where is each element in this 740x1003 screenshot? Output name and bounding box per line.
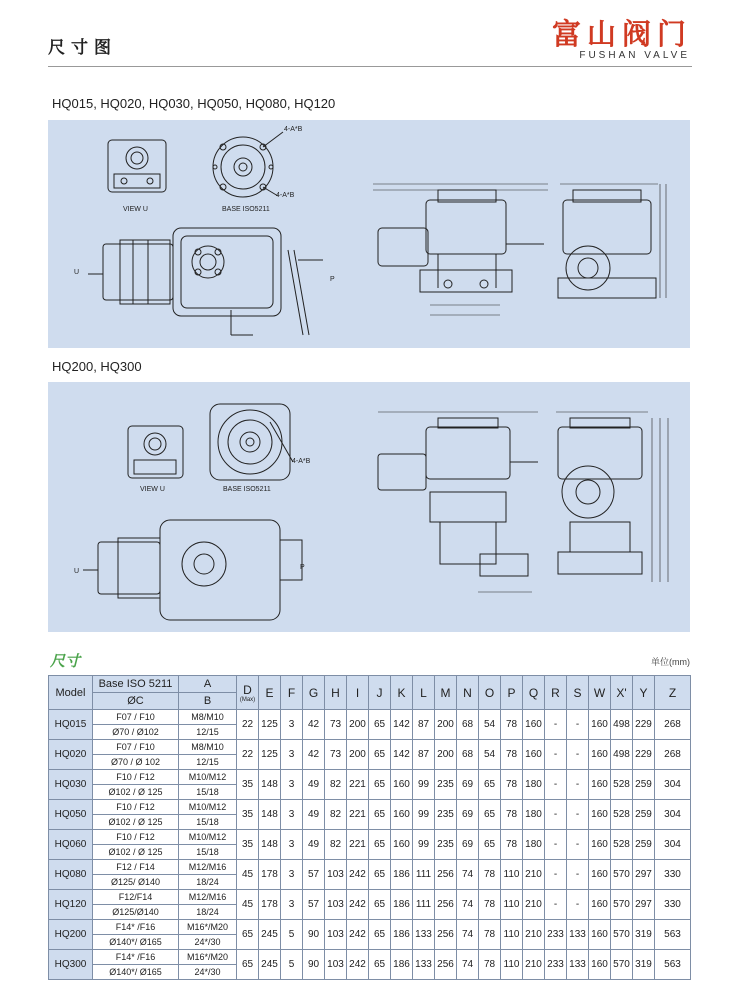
value-cell-p: 78 — [501, 740, 523, 770]
value-cell-j: 65 — [369, 710, 391, 740]
value-cell-q: 180 — [523, 770, 545, 800]
value-cell-y: 259 — [633, 830, 655, 860]
a-cell: M16*/M20 — [179, 950, 237, 965]
value-cell-y: 259 — [633, 800, 655, 830]
value-cell-i: 242 — [347, 860, 369, 890]
header-b: B — [179, 693, 237, 710]
value-cell-x: 570 — [611, 860, 633, 890]
value-cell-k: 186 — [391, 890, 413, 920]
value-cell-z: 330 — [655, 890, 691, 920]
value-cell-s: - — [567, 770, 589, 800]
value-cell-x: 570 — [611, 950, 633, 980]
holes-label-2: 4-A*B — [292, 458, 311, 465]
b-cell: 12/15 — [179, 725, 237, 740]
value-cell-r: - — [545, 710, 567, 740]
value-cell-e: 245 — [259, 950, 281, 980]
table-row — [49, 800, 691, 815]
value-cell-g: 49 — [303, 770, 325, 800]
value-cell-j: 65 — [369, 890, 391, 920]
value-cell-o: 78 — [479, 860, 501, 890]
value-cell-q: 160 — [523, 710, 545, 740]
value-cell-h: 103 — [325, 860, 347, 890]
unit-label: 单位(mm) — [651, 657, 690, 667]
value-cell-m: 256 — [435, 920, 457, 950]
phi-c-cell: Ø70 / Ø 102 — [93, 755, 179, 770]
value-cell-q: 180 — [523, 800, 545, 830]
value-cell-e: 125 — [259, 710, 281, 740]
value-cell-w: 160 — [589, 860, 611, 890]
value-cell-q: 160 — [523, 740, 545, 770]
value-cell-x: 528 — [611, 830, 633, 860]
value-cell-n: 69 — [457, 800, 479, 830]
base-cell: F14* /F16 — [93, 950, 179, 965]
value-cell-q: 210 — [523, 890, 545, 920]
value-cell-p: 110 — [501, 890, 523, 920]
value-cell-p: 110 — [501, 920, 523, 950]
value-cell-r: - — [545, 890, 567, 920]
value-cell-y: 297 — [633, 890, 655, 920]
value-cell-i: 200 — [347, 710, 369, 740]
value-cell-j: 65 — [369, 950, 391, 980]
d-cell: 45 — [237, 860, 259, 890]
value-cell-z: 330 — [655, 860, 691, 890]
header-j: J — [369, 676, 391, 710]
value-cell-p: 110 — [501, 860, 523, 890]
value-cell-l: 87 — [413, 740, 435, 770]
base-label-2: BASE ISO5211 — [223, 486, 271, 493]
value-cell-s: - — [567, 800, 589, 830]
d-cell: 65 — [237, 920, 259, 950]
value-cell-r: - — [545, 860, 567, 890]
header-model: Model — [49, 676, 93, 710]
brand-logo-en: FUSHAN VALVE — [579, 50, 690, 61]
value-cell-h: 103 — [325, 890, 347, 920]
d-cell: 35 — [237, 770, 259, 800]
model-cell: HQ015 — [49, 710, 93, 740]
base-cell: F12 / F14 — [93, 860, 179, 875]
value-cell-q: 210 — [523, 950, 545, 980]
value-cell-r: 233 — [545, 920, 567, 950]
value-cell-z: 563 — [655, 920, 691, 950]
value-cell-z: 268 — [655, 710, 691, 740]
value-cell-o: 54 — [479, 740, 501, 770]
header-z: Z — [655, 676, 691, 710]
value-cell-j: 65 — [369, 800, 391, 830]
value-cell-l: 133 — [413, 950, 435, 980]
model-cell: HQ080 — [49, 860, 93, 890]
p-dim-label-2: P — [300, 564, 305, 571]
value-cell-o: 65 — [479, 830, 501, 860]
value-cell-j: 65 — [369, 860, 391, 890]
phi-c-cell: Ø102 / Ø 125 — [93, 845, 179, 860]
value-cell-j: 65 — [369, 740, 391, 770]
value-cell-y: 319 — [633, 950, 655, 980]
view-u-label-2: VIEW U — [140, 486, 165, 493]
value-cell-h: 103 — [325, 950, 347, 980]
value-cell-q: 180 — [523, 830, 545, 860]
a-cell: M16*/M20 — [179, 920, 237, 935]
value-cell-l: 99 — [413, 830, 435, 860]
value-cell-i: 221 — [347, 770, 369, 800]
value-cell-p: 78 — [501, 830, 523, 860]
value-cell-k: 142 — [391, 710, 413, 740]
value-cell-e: 245 — [259, 920, 281, 950]
value-cell-m: 235 — [435, 770, 457, 800]
value-cell-x: 528 — [611, 770, 633, 800]
base-cell: F07 / F10 — [93, 740, 179, 755]
value-cell-l: 99 — [413, 800, 435, 830]
value-cell-s: - — [567, 710, 589, 740]
value-cell-h: 103 — [325, 920, 347, 950]
a-cell: M8/M10 — [179, 740, 237, 755]
value-cell-f: 3 — [281, 710, 303, 740]
b-cell: 15/18 — [179, 785, 237, 800]
header-phi-c: ØC — [93, 693, 179, 710]
model-cell: HQ200 — [49, 920, 93, 950]
value-cell-w: 160 — [589, 920, 611, 950]
value-cell-z: 304 — [655, 800, 691, 830]
header-e: E — [259, 676, 281, 710]
value-cell-r: 233 — [545, 950, 567, 980]
value-cell-s: - — [567, 890, 589, 920]
b-cell: 24*/30 — [179, 965, 237, 980]
model-cell: HQ020 — [49, 740, 93, 770]
header-k: K — [391, 676, 413, 710]
value-cell-w: 160 — [589, 740, 611, 770]
value-cell-z: 563 — [655, 950, 691, 980]
table-row — [49, 740, 691, 755]
header-a: A — [179, 676, 237, 693]
value-cell-o: 78 — [479, 920, 501, 950]
value-cell-i: 221 — [347, 800, 369, 830]
value-cell-i: 221 — [347, 830, 369, 860]
header-d — [237, 676, 259, 710]
header-n: N — [457, 676, 479, 710]
d-cell: 65 — [237, 950, 259, 980]
base-cell: F10 / F12 — [93, 830, 179, 845]
value-cell-k: 142 — [391, 740, 413, 770]
header-o: O — [479, 676, 501, 710]
d-cell: 35 — [237, 830, 259, 860]
value-cell-x: 498 — [611, 740, 633, 770]
header-divider — [48, 66, 692, 67]
value-cell-n: 74 — [457, 890, 479, 920]
u-arrow-label-2: U — [74, 568, 80, 575]
table-row — [49, 710, 691, 725]
phi-c-cell: Ø102 / Ø 125 — [93, 785, 179, 800]
value-cell-r: - — [545, 830, 567, 860]
value-cell-h: 82 — [325, 800, 347, 830]
value-cell-w: 160 — [589, 830, 611, 860]
value-cell-f: 5 — [281, 920, 303, 950]
header-i: I — [347, 676, 369, 710]
u-arrow-label-1: U — [74, 269, 80, 276]
value-cell-s: 133 — [567, 920, 589, 950]
technical-drawing-1 — [48, 120, 690, 348]
d-cell: 35 — [237, 800, 259, 830]
value-cell-m: 256 — [435, 860, 457, 890]
d-cell: 22 — [237, 710, 259, 740]
value-cell-g: 90 — [303, 920, 325, 950]
value-cell-g: 49 — [303, 800, 325, 830]
value-cell-w: 160 — [589, 890, 611, 920]
phi-c-cell: Ø102 / Ø 125 — [93, 815, 179, 830]
value-cell-k: 186 — [391, 860, 413, 890]
dimensions-table — [48, 675, 691, 980]
value-cell-g: 57 — [303, 860, 325, 890]
base-cell: F07 / F10 — [93, 710, 179, 725]
value-cell-f: 3 — [281, 740, 303, 770]
table-row — [49, 830, 691, 845]
value-cell-o: 65 — [479, 770, 501, 800]
header-w: W — [589, 676, 611, 710]
a-cell: M10/M12 — [179, 770, 237, 785]
page-title: 尺寸图 — [48, 38, 117, 57]
value-cell-z: 304 — [655, 770, 691, 800]
a-cell: M12/M16 — [179, 890, 237, 905]
technical-drawing-2 — [48, 382, 690, 632]
header-q: Q — [523, 676, 545, 710]
value-cell-x: 498 — [611, 710, 633, 740]
value-cell-i: 242 — [347, 920, 369, 950]
value-cell-x: 570 — [611, 920, 633, 950]
value-cell-l: 99 — [413, 770, 435, 800]
holes-label-bottom-1: 4-A*B — [276, 192, 295, 199]
value-cell-y: 229 — [633, 740, 655, 770]
b-cell: 18/24 — [179, 875, 237, 890]
value-cell-e: 178 — [259, 890, 281, 920]
value-cell-h: 73 — [325, 710, 347, 740]
value-cell-g: 42 — [303, 710, 325, 740]
value-cell-m: 200 — [435, 740, 457, 770]
b-cell: 18/24 — [179, 905, 237, 920]
table-row — [49, 860, 691, 875]
base-cell: F10 / F12 — [93, 800, 179, 815]
value-cell-r: - — [545, 770, 567, 800]
header-s: S — [567, 676, 589, 710]
value-cell-l: 111 — [413, 860, 435, 890]
value-cell-k: 186 — [391, 950, 413, 980]
table-row — [49, 920, 691, 935]
value-cell-y: 319 — [633, 920, 655, 950]
value-cell-i: 242 — [347, 890, 369, 920]
value-cell-x: 570 — [611, 890, 633, 920]
value-cell-f: 3 — [281, 860, 303, 890]
value-cell-l: 111 — [413, 890, 435, 920]
value-cell-y: 229 — [633, 710, 655, 740]
value-cell-m: 256 — [435, 950, 457, 980]
header-m: M — [435, 676, 457, 710]
value-cell-e: 148 — [259, 800, 281, 830]
a-cell: M10/M12 — [179, 800, 237, 815]
value-cell-k: 160 — [391, 830, 413, 860]
value-cell-m: 200 — [435, 710, 457, 740]
value-cell-q: 210 — [523, 860, 545, 890]
a-cell: M10/M12 — [179, 830, 237, 845]
value-cell-i: 200 — [347, 740, 369, 770]
phi-c-cell: Ø125/Ø140 — [93, 905, 179, 920]
header-r: R — [545, 676, 567, 710]
header-g: G — [303, 676, 325, 710]
value-cell-s: - — [567, 860, 589, 890]
a-cell: M8/M10 — [179, 710, 237, 725]
value-cell-g: 90 — [303, 950, 325, 980]
group-2-label: HQ200, HQ300 — [52, 359, 142, 374]
value-cell-j: 65 — [369, 830, 391, 860]
base-cell: F12/F14 — [93, 890, 179, 905]
value-cell-y: 259 — [633, 770, 655, 800]
header-p: P — [501, 676, 523, 710]
model-cell: HQ060 — [49, 830, 93, 860]
header-d-label: D — [243, 682, 252, 697]
header-f: F — [281, 676, 303, 710]
value-cell-s: 133 — [567, 950, 589, 980]
value-cell-h: 82 — [325, 830, 347, 860]
drawing-panel-2 — [48, 382, 690, 632]
value-cell-w: 160 — [589, 950, 611, 980]
value-cell-n: 74 — [457, 920, 479, 950]
header-y: Y — [633, 676, 655, 710]
value-cell-l: 133 — [413, 920, 435, 950]
p-dim-label-1: P — [330, 276, 335, 283]
value-cell-z: 304 — [655, 830, 691, 860]
header-l: L — [413, 676, 435, 710]
value-cell-w: 160 — [589, 710, 611, 740]
value-cell-m: 235 — [435, 800, 457, 830]
dimensions-title: 尺寸 — [50, 653, 81, 670]
value-cell-h: 73 — [325, 740, 347, 770]
value-cell-j: 65 — [369, 770, 391, 800]
value-cell-n: 74 — [457, 950, 479, 980]
value-cell-n: 68 — [457, 740, 479, 770]
value-cell-n: 69 — [457, 830, 479, 860]
value-cell-k: 186 — [391, 920, 413, 950]
holes-label-top-1: 4-A*B — [284, 126, 303, 133]
value-cell-f: 3 — [281, 830, 303, 860]
b-cell: 15/18 — [179, 815, 237, 830]
value-cell-r: - — [545, 800, 567, 830]
value-cell-p: 78 — [501, 710, 523, 740]
value-cell-k: 160 — [391, 800, 413, 830]
header-d-sub: (Max) — [239, 696, 256, 703]
phi-c-cell: Ø140*/ Ø165 — [93, 935, 179, 950]
model-cell: HQ050 — [49, 800, 93, 830]
group-1-label: HQ015, HQ020, HQ030, HQ050, HQ080, HQ120 — [52, 96, 336, 111]
value-cell-f: 5 — [281, 950, 303, 980]
dimensions-table-body — [49, 710, 691, 980]
page-header — [0, 0, 740, 80]
value-cell-z: 268 — [655, 740, 691, 770]
value-cell-q: 210 — [523, 920, 545, 950]
value-cell-p: 78 — [501, 770, 523, 800]
b-cell: 15/18 — [179, 845, 237, 860]
phi-c-cell: Ø125/ Ø140 — [93, 875, 179, 890]
brand-logo-cn: 富山阀门 — [551, 17, 692, 51]
phi-c-cell: Ø140*/ Ø165 — [93, 965, 179, 980]
value-cell-l: 87 — [413, 710, 435, 740]
value-cell-m: 256 — [435, 890, 457, 920]
value-cell-n: 68 — [457, 710, 479, 740]
value-cell-e: 125 — [259, 740, 281, 770]
table-row — [49, 890, 691, 905]
value-cell-g: 49 — [303, 830, 325, 860]
value-cell-p: 78 — [501, 800, 523, 830]
value-cell-s: - — [567, 830, 589, 860]
d-cell: 22 — [237, 740, 259, 770]
value-cell-i: 242 — [347, 950, 369, 980]
model-cell: HQ030 — [49, 770, 93, 800]
value-cell-h: 82 — [325, 770, 347, 800]
value-cell-e: 148 — [259, 830, 281, 860]
value-cell-o: 65 — [479, 800, 501, 830]
value-cell-k: 160 — [391, 770, 413, 800]
d-cell: 45 — [237, 890, 259, 920]
value-cell-f: 3 — [281, 890, 303, 920]
value-cell-g: 57 — [303, 890, 325, 920]
value-cell-o: 78 — [479, 950, 501, 980]
value-cell-e: 178 — [259, 860, 281, 890]
header-base: Base ISO 5211 — [93, 676, 179, 693]
value-cell-x: 528 — [611, 800, 633, 830]
a-cell: M12/M16 — [179, 860, 237, 875]
drawing-panel-1 — [48, 120, 690, 348]
value-cell-w: 160 — [589, 770, 611, 800]
value-cell-f: 3 — [281, 770, 303, 800]
value-cell-f: 3 — [281, 800, 303, 830]
value-cell-j: 65 — [369, 920, 391, 950]
table-row — [49, 950, 691, 965]
value-cell-g: 42 — [303, 740, 325, 770]
value-cell-p: 110 — [501, 950, 523, 980]
base-label-1: BASE ISO5211 — [222, 206, 270, 213]
phi-c-cell: Ø70 / Ø102 — [93, 725, 179, 740]
value-cell-s: - — [567, 740, 589, 770]
value-cell-n: 69 — [457, 770, 479, 800]
value-cell-m: 235 — [435, 830, 457, 860]
value-cell-o: 78 — [479, 890, 501, 920]
b-cell: 24*/30 — [179, 935, 237, 950]
model-cell: HQ120 — [49, 890, 93, 920]
b-cell: 12/15 — [179, 755, 237, 770]
header-h: H — [325, 676, 347, 710]
value-cell-o: 54 — [479, 710, 501, 740]
base-cell: F10 / F12 — [93, 770, 179, 785]
header-x: X' — [611, 676, 633, 710]
model-cell: HQ300 — [49, 950, 93, 980]
value-cell-e: 148 — [259, 770, 281, 800]
base-cell: F14* /F16 — [93, 920, 179, 935]
table-row — [49, 770, 691, 785]
value-cell-y: 297 — [633, 860, 655, 890]
value-cell-n: 74 — [457, 860, 479, 890]
value-cell-r: - — [545, 740, 567, 770]
view-u-label-1: VIEW U — [123, 206, 148, 213]
value-cell-w: 160 — [589, 800, 611, 830]
